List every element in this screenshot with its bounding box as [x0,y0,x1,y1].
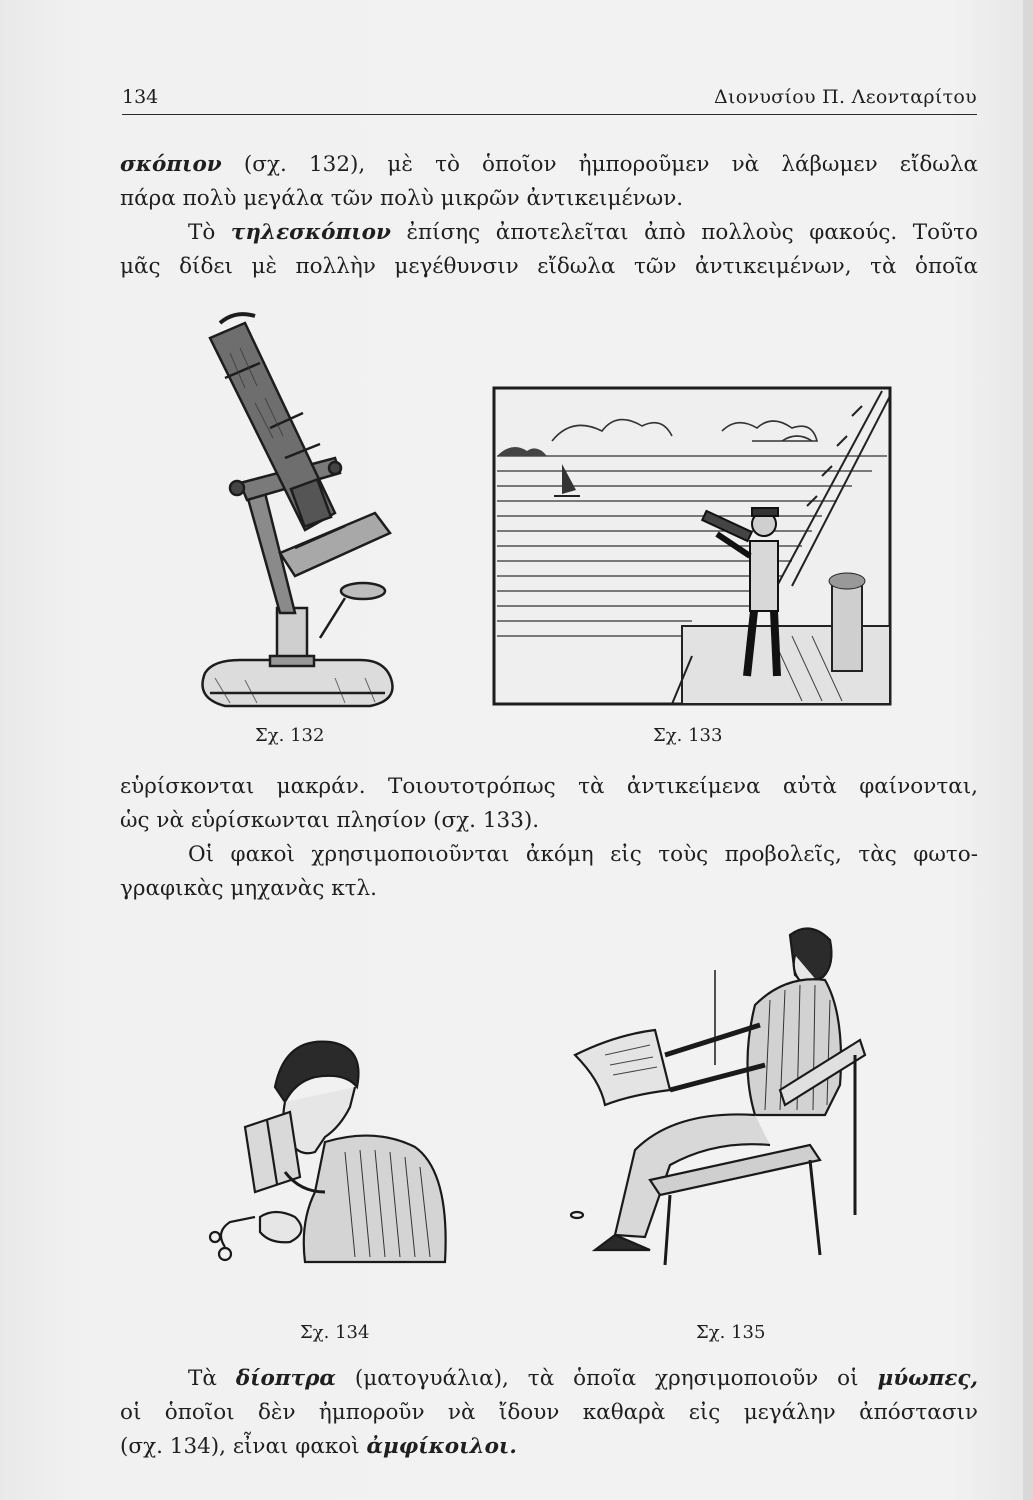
term-myopes: μύωπες, [877,1366,979,1391]
paragraph-microscope-end [120,148,978,216]
figure-134 [205,1032,465,1282]
caption-134: Σχ. 134 [300,1322,370,1343]
text-line: εὑρίσκονται μακράν. Τοιουτοτρόπως τὰ ἀντικείμενα αὐτὰ φαίνονται, [120,774,978,799]
microscope-illustration-icon [185,308,415,720]
term-spectacles: δίοπτρα [235,1366,336,1391]
text-line [120,1430,978,1464]
text-span: (σχ. 132), μὲ τὸ ὁποῖον ἠμποροῦμεν νὰ λάβωμεν εἴδωλα [243,152,978,177]
paragraph-uses [120,838,978,906]
man-reading-newspaper-illustration-icon [555,915,875,1300]
text-line [120,1362,978,1396]
page-number: 134 [122,86,159,108]
page-edge [1023,0,1033,1500]
figure-135 [555,915,875,1300]
text-line: γραφικὰς μηχανὰς κτλ. [120,876,377,901]
figure-132 [185,308,415,720]
page-header [122,86,977,115]
text-span: (ματογυάλια), τὰ ὁποῖα χρησιμοποιοῦν οἱ [354,1366,859,1391]
figure-133 [492,386,894,708]
paragraph-telescope [120,216,978,284]
text-line [120,216,978,250]
term-telescope: τηλεσκόπιον [230,220,391,245]
text-span: ἐπίσης ἀποτελεῖται ἀπὸ πολλοὺς φακούς. Τοῦτο [406,220,978,245]
text-span: Τὸ [188,220,216,245]
text-line [120,148,978,182]
paragraph-telescope-continued [120,770,978,838]
caption-133: Σχ. 133 [653,725,723,746]
paragraph-spectacles [120,1362,978,1464]
running-title: Διονυσίου Π. Λεονταρίτου [713,86,977,108]
term-biconcave: ἀμφίκοιλοι. [366,1434,517,1459]
text-span: (σχ. 134), εἶναι φακοὶ [120,1434,360,1459]
text-line: Οἱ φακοὶ χρησιμοποιοῦνται ἀκόμη εἰς τοὺς προβολεῖς, τὰς φωτο- [188,842,978,867]
text-span: Τὰ [188,1366,217,1391]
text-line: πάρα πολὺ μεγάλα τῶν πολὺ μικρῶν ἀντικειμένων. [120,186,684,211]
caption-135: Σχ. 135 [696,1322,766,1343]
text-line: ὡς νὰ εὑρίσκωνται πλησίον (σχ. 133). [120,808,540,833]
text-line: μᾶς δίδει μὲ πολλὴν μεγέθυνσιν εἴδωλα τῶν ἀντικειμένων, τὰ ὁποῖα [120,254,978,279]
telescope-sailor-illustration-icon [492,386,894,708]
caption-132: Σχ. 132 [255,725,325,746]
term-microscope: σκόπιον [120,152,222,177]
text-line: οἱ ὁποῖοι δὲν ἠμποροῦν νὰ ἴδουν καθαρὰ εἰς μεγάλην ἀπόστασιν [120,1400,978,1425]
man-reading-closely-illustration-icon [205,1032,465,1282]
